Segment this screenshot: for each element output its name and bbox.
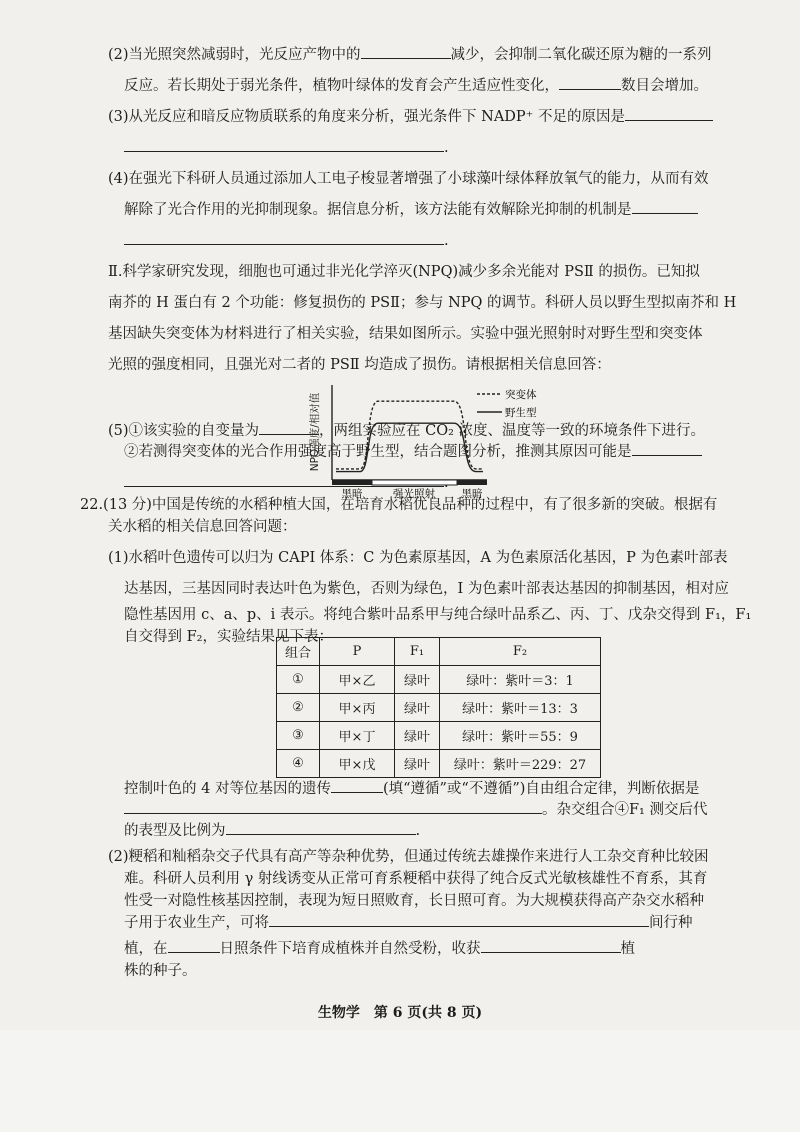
table-cell: 绿叶: [395, 750, 440, 778]
results-table: [276, 637, 601, 778]
table-cell: 甲×乙: [320, 666, 395, 694]
q22-2-line1: (2)粳稻和籼稻杂交子代具有高产等杂种优势，但通过传统去雄操作来进行人工杂交育种比较困: [108, 849, 709, 865]
answer-blank[interactable]: [632, 195, 698, 214]
q5-line2: ②若测得突变体的光合作用强度高于野生型，结合题图分析，推测其原因可能是: [124, 437, 702, 468]
table-cell: 甲×戊: [320, 750, 395, 778]
answer-blank[interactable]: [559, 71, 621, 90]
table-cell: 绿叶: [395, 722, 440, 750]
y-axis-label: NPQ强度/相对值: [309, 392, 321, 472]
q22-1-line1: (1)水稻叶色遗传可以归为 CAPI 体系：C 为色素原基因，A 为色素原活化基因，P 为色素叶部表: [108, 550, 728, 566]
answer-blank[interactable]: [124, 133, 444, 152]
table-cell: 绿叶: [395, 694, 440, 722]
answer-blank[interactable]: [259, 416, 319, 435]
q4-line2: 解除了光合作用的光抑制现象。据信息分析，该方法能有效解除光抑制的机制是: [124, 195, 698, 226]
partII-line2: 南芥的 H 蛋白有 2 个功能：修复损伤的 PSⅡ；参与 NPQ 的调节。科研人员以野生型拟南芥和 H: [108, 295, 737, 311]
table-cell: ②: [277, 694, 320, 722]
table-cell: ③: [277, 722, 320, 750]
table-cell: ④: [277, 750, 320, 778]
legend-label-mutant: 突变体: [505, 389, 537, 401]
q4-line3: .: [124, 226, 449, 257]
table-cell: 绿叶：紫叶＝13：3: [440, 694, 601, 722]
table-row: [277, 694, 601, 722]
table-header: F₂: [440, 638, 601, 666]
q4-line1: (4)在强光下科研人员通过添加人工电子梭显著增强了小球藻叶绿体释放氧气的能力，从而有效: [108, 171, 709, 187]
x-tick-label: 强光照射: [393, 488, 435, 500]
partII-line3: 基因缺失突变体为材料进行了相关实验，结果如图所示。实验中强光照射时对野生型和突变体: [108, 326, 703, 342]
bottom-margin: [0, 1030, 800, 1132]
q5-line1: (5)①该实验的自变量为 ，两组实验应在 CO₂ 浓度、温度等一致的环境条件下进行。: [108, 416, 705, 447]
table-cell: ①: [277, 666, 320, 694]
table-header-row: [277, 638, 601, 666]
answer-blank[interactable]: [331, 774, 383, 793]
partII-line1: Ⅱ.科学家研究发现，细胞也可通过非光化学淬灭(NPQ)减少多余光能对 PSⅡ 的损伤。已知拟: [108, 264, 700, 280]
x-tick-label: 黑暗: [341, 488, 363, 500]
table-header: 组合: [277, 638, 320, 666]
q22-2-line2: 难。科研人员利用 γ 射线诱变从正常可育系粳稻中获得了纯合反式光敏核雄性不育系，其育: [124, 871, 708, 887]
table-row: [277, 722, 601, 750]
answer-blank[interactable]: [168, 934, 220, 953]
q22-1-line2: 达基因，三基因同时表达叶色为紫色，否则为绿色，I 为色素叶部表达基因的抑制基因，相对应: [124, 581, 729, 597]
q22-1-after-line1: 控制叶色的 4 对等位基因的遗传 (填“遵循”或“不遵循”)自由组合定律，判断依据是: [124, 774, 699, 805]
partII-line4: 光照的强度相同，且强光对二者的 PSⅡ 均造成了损伤。请根据相关信息回答：: [108, 357, 611, 373]
table-cell: 绿叶：紫叶＝55：9: [440, 722, 601, 750]
q22-2-line6: 株的种子。: [124, 963, 197, 979]
table-header: F₁: [395, 638, 440, 666]
dark-period-bar-2: [457, 480, 487, 485]
answer-blank[interactable]: [481, 934, 621, 953]
q3-line2: .: [124, 133, 449, 164]
q22-1-line3: 隐性基因用 c、a、p、i 表示。将纯合紫叶品系甲与纯合绿叶品系乙、丙、丁、戊杂交得到 F₁，F₁: [124, 607, 752, 623]
page-footer: 生物学 第 6 页(共 8 页): [317, 1005, 483, 1021]
answer-blank[interactable]: [124, 468, 444, 487]
q2-line1: (2)当光照突然减弱时，光反应产物中的 减少，会抑制二氧化碳还原为糖的一系列: [108, 40, 712, 71]
q22-2-line4: 子用于农业生产，可将 间行种: [124, 908, 693, 939]
q22-heading-line2: 关水稻的相关信息回答问题：: [108, 519, 297, 535]
table-cell: 绿叶：紫叶＝3：1: [440, 666, 601, 694]
x-tick-label: 黑暗: [461, 488, 483, 500]
table-row: [277, 666, 601, 694]
answer-blank[interactable]: [632, 437, 702, 456]
table-cell: 绿叶: [395, 666, 440, 694]
q5-line3: .: [124, 468, 449, 499]
table-cell: 甲×丁: [320, 722, 395, 750]
q2-line2: 反应。若长期处于弱光条件，植物叶绿体的发育会产生适应性变化， 数目会增加。: [124, 71, 708, 102]
q22-1-after-line3: 的表型及比例为 .: [124, 816, 420, 847]
table-header: P: [320, 638, 395, 666]
q22-1-after-line2: 。杂交组合④F₁ 测交后代: [124, 795, 707, 826]
q22-heading-line1: 22.(13 分)中国是传统的水稻种植大国，在培育水稻优良品种的过程中，有了很多新的突破。根据有: [80, 497, 718, 513]
answer-blank[interactable]: [226, 816, 416, 835]
answer-blank[interactable]: [124, 226, 444, 245]
q22-2-line5: 植，在 日照条件下培育成植株并自然受粉，收获 植: [124, 934, 635, 965]
q3-line1: (3)从光反应和暗反应物质联系的角度来分析，强光条件下 NADP⁺ 不足的原因是: [108, 102, 713, 133]
legend-label-wildtype: 野生型: [505, 407, 537, 419]
table-cell: 绿叶：紫叶＝229：27: [440, 750, 601, 778]
q22-2-line3: 性受一对隐性核基因控制，表现为短日照败育，长日照可育。为大规模获得高产杂交水稻种: [124, 893, 704, 909]
answer-blank[interactable]: [124, 795, 542, 814]
answer-blank[interactable]: [361, 40, 451, 59]
answer-blank[interactable]: [269, 908, 649, 927]
q22-1-line4: 自交得到 F₂，实验结果见下表：: [124, 629, 333, 645]
table-cell: 甲×丙: [320, 694, 395, 722]
answer-blank[interactable]: [625, 102, 713, 121]
